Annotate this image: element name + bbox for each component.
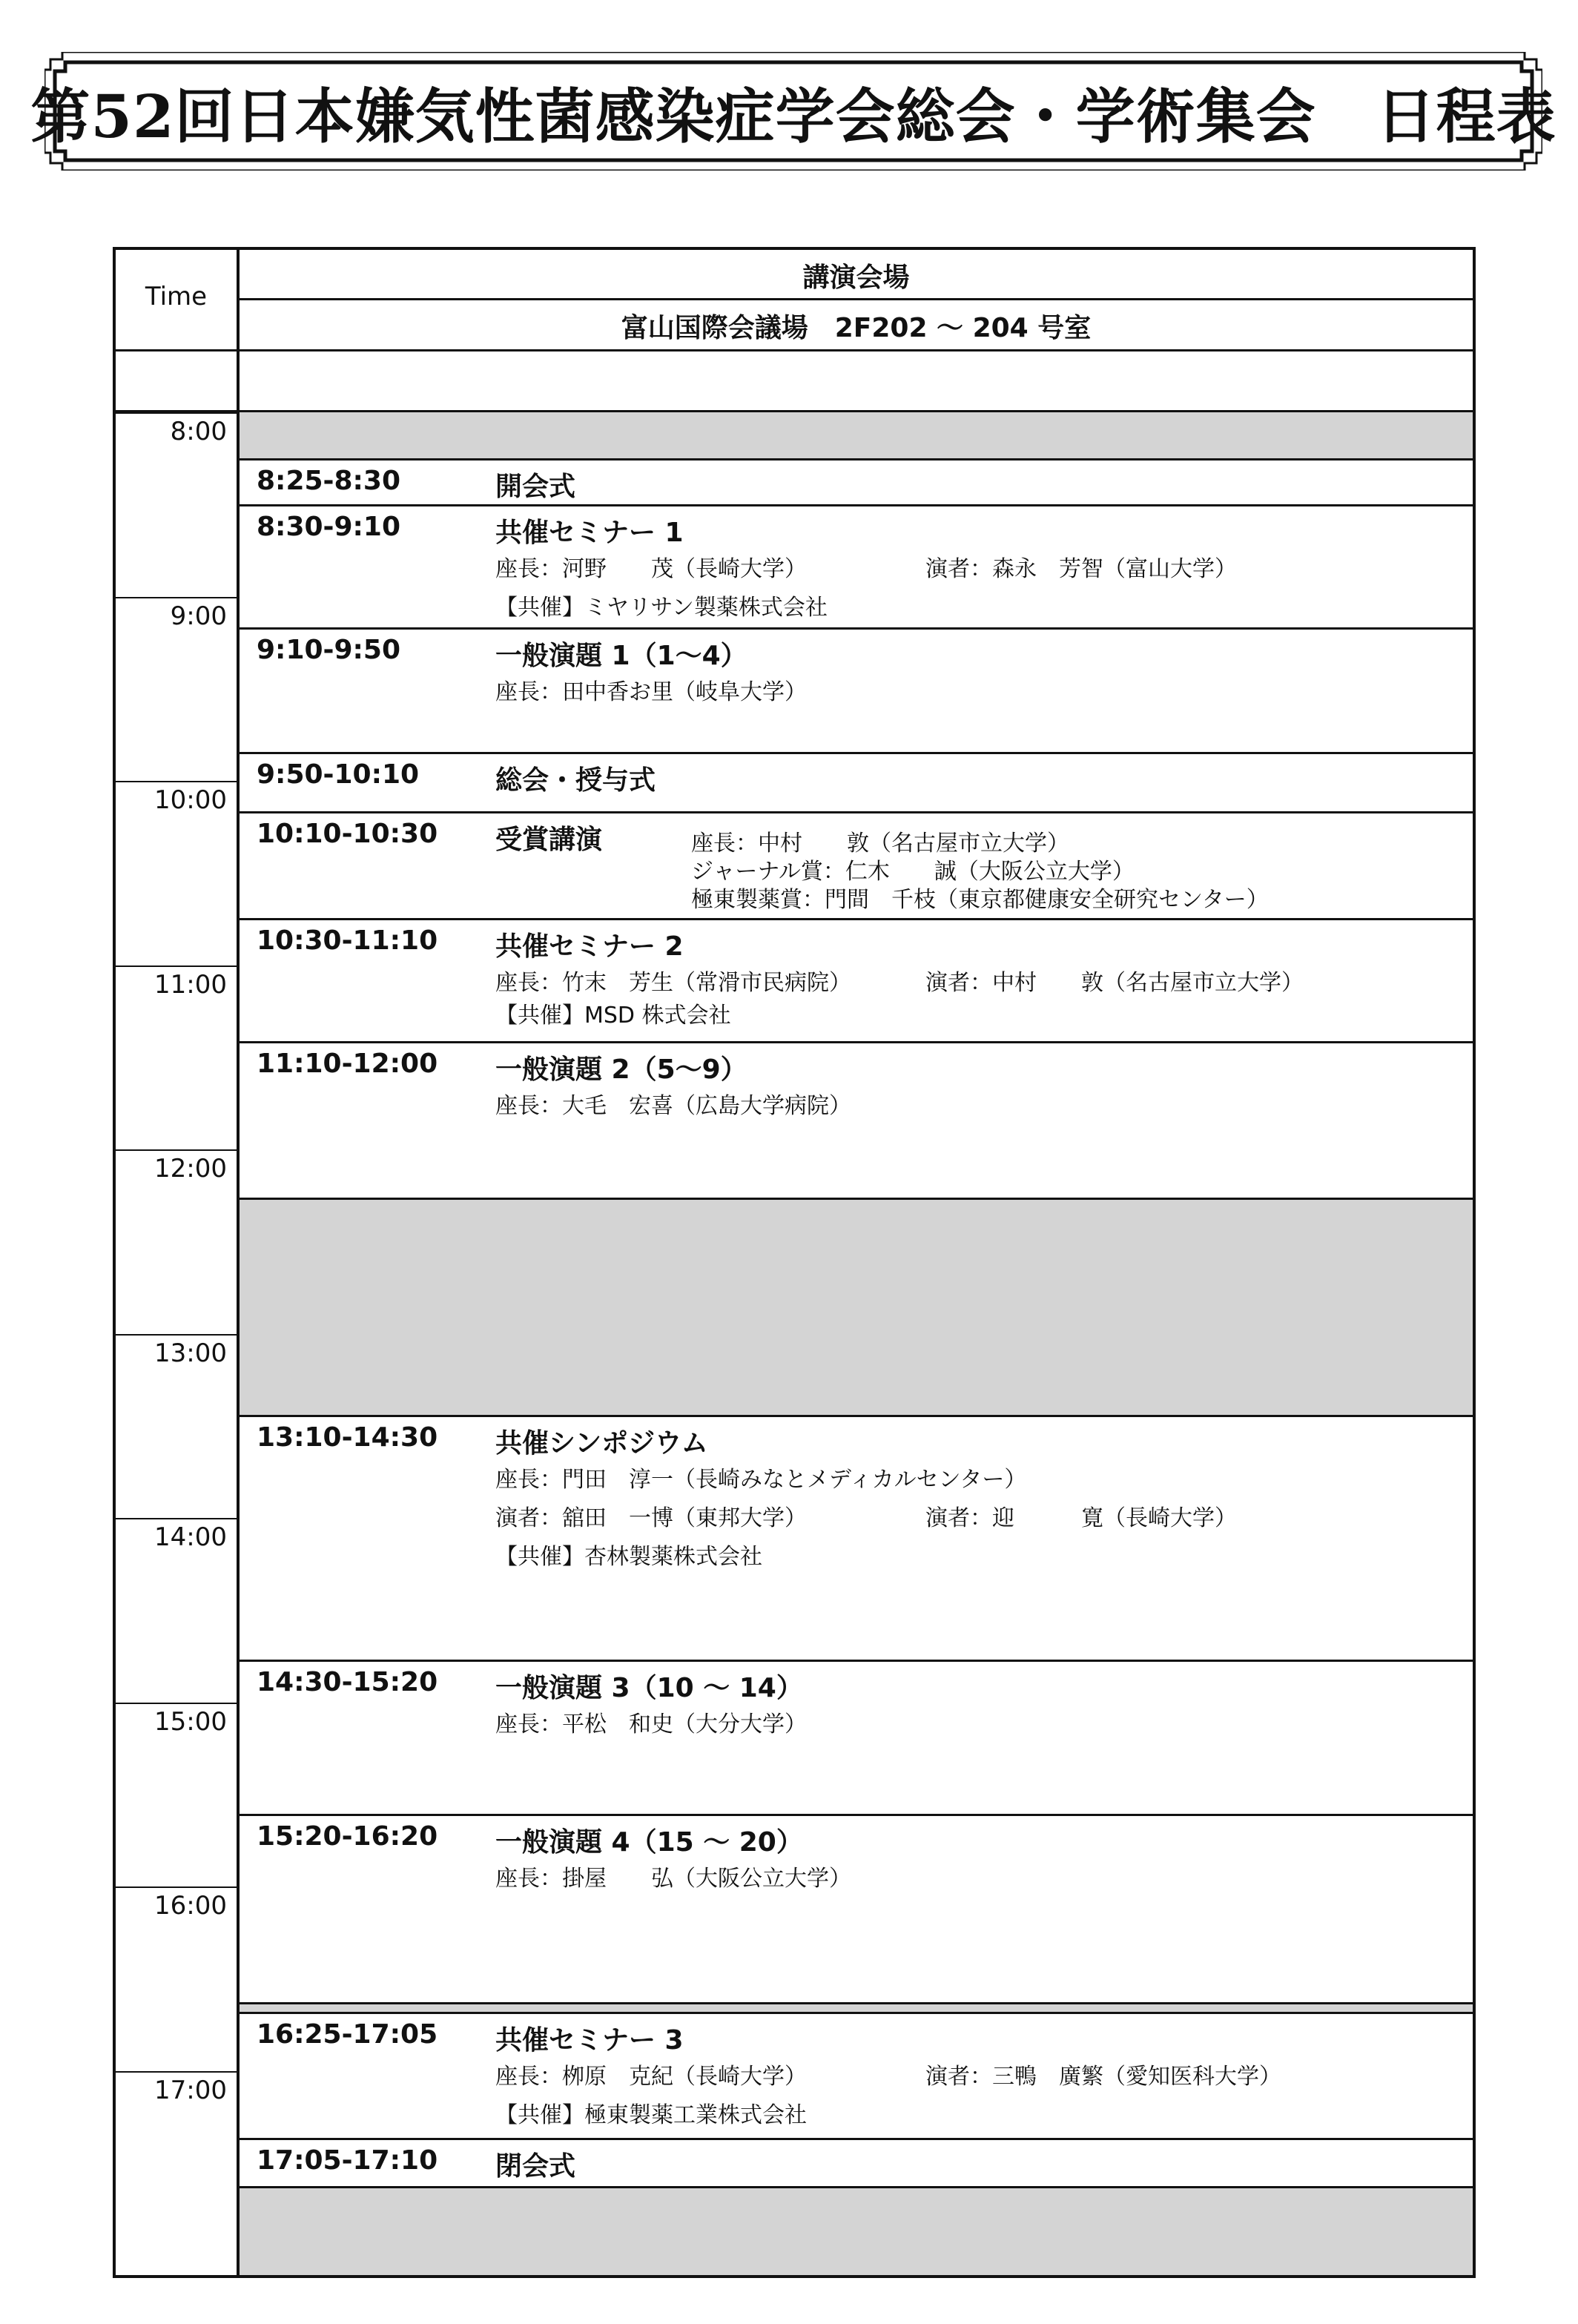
session-detail: 極東製薬賞：門間 千枝（東京都健康安全研究センター）: [691, 887, 1269, 913]
session-detail: 座長：栁原 克紀（長崎大学）: [495, 2064, 807, 2090]
session-time: 10:10-10:30: [257, 819, 438, 849]
session-time: 14:30-15:20: [257, 1667, 438, 1697]
header-divider-3: [113, 410, 1476, 412]
session-detail: 演者：森永 芳智（富山大学）: [925, 556, 1237, 582]
session-time: 16:25-17:05: [257, 2019, 438, 2050]
hour-tick-line: [113, 781, 239, 782]
session-divider: [237, 458, 1476, 460]
hour-tick-line: [113, 1334, 239, 1336]
session-title: 閉会式: [495, 2151, 576, 2182]
hour-tick-line: [113, 597, 239, 598]
hour-tick-line: [113, 412, 239, 414]
break-block-lunch: [239, 1198, 1474, 1415]
session-time: 9:50-10:10: [257, 759, 420, 790]
session-divider: [237, 1660, 1476, 1662]
hour-label: 10:00: [154, 785, 227, 815]
session-detail: 【共催】MSD 株式会社: [495, 1003, 731, 1029]
session-time: 8:30-9:10: [257, 512, 401, 542]
session-detail: 演者：中村 敦（名古屋市立大学）: [925, 970, 1304, 996]
session-title: 総会・授与式: [495, 765, 656, 796]
session-time: 15:20-16:20: [257, 1821, 438, 1852]
hour-label: 12:00: [154, 1154, 227, 1184]
page-title: 第52回日本嫌気性菌感染症学会総会・学術集会 日程表: [30, 81, 1556, 151]
hour-tick-line: [113, 2071, 239, 2073]
session-detail: 座長：門田 淳一（長崎みなとメディカルセンター）: [495, 1467, 1027, 1493]
session-title: 共催セミナー 2: [495, 931, 684, 962]
header-divider-1: [237, 298, 1476, 300]
table-border-top: [113, 247, 1476, 250]
break-block-morning: [239, 412, 1474, 458]
session-detail: 座長：掛屋 弘（大阪公立大学）: [495, 1866, 851, 1892]
session-detail: 【共催】杏林製薬株式会社: [495, 1544, 762, 1570]
hour-label: 14:00: [154, 1522, 227, 1552]
session-detail: 【共催】ミヤリサン製薬株式会社: [495, 595, 828, 621]
session-divider: [237, 627, 1476, 630]
session-title: 受賞講演: [495, 825, 603, 855]
session-time: 13:10-14:30: [257, 1422, 438, 1453]
session-divider: [237, 1415, 1476, 1417]
session-title: 一般演題 1（1～4）: [495, 641, 747, 671]
table-border-right: [1473, 247, 1476, 2278]
session-detail: 演者：舘田 一博（東邦大学）: [495, 1505, 807, 1531]
block-divider: [237, 1198, 1476, 1200]
session-title: 共催セミナー 3: [495, 2025, 684, 2056]
venue-header: 講演会場: [802, 263, 910, 293]
block-divider: [237, 2002, 1476, 2004]
session-title: 一般演題 4（15 ～ 20）: [495, 1827, 803, 1858]
session-title: 共催シンポジウム: [495, 1428, 708, 1459]
session-detail: 座長：大毛 宏喜（広島大学病院）: [495, 1093, 851, 1119]
session-divider: [237, 504, 1476, 506]
hour-label: 11:00: [154, 970, 227, 1000]
hour-label: 16:00: [154, 1891, 227, 1921]
session-time: 10:30-11:10: [257, 925, 438, 956]
time-column-divider: [237, 247, 240, 2278]
session-detail: 座長：河野 茂（長崎大学）: [495, 556, 807, 582]
hour-label: 15:00: [154, 1707, 227, 1737]
title-banner: [30, 52, 1556, 171]
session-title: 開会式: [495, 472, 576, 502]
session-divider: [237, 1814, 1476, 1816]
hour-tick-line: [113, 965, 239, 967]
hour-tick-line: [113, 1886, 239, 1888]
break-block-end: [239, 2186, 1474, 2275]
hour-label: 9:00: [170, 601, 227, 631]
hour-label: 17:00: [154, 2076, 227, 2105]
session-divider: [237, 918, 1476, 920]
session-detail: 座長：田中香お里（岐阜大学）: [495, 679, 807, 705]
session-divider: [237, 752, 1476, 754]
session-time: 17:05-17:10: [257, 2145, 438, 2176]
session-detail: 座長：中村 敦（名古屋市立大学）: [691, 831, 1069, 856]
session-divider: [237, 2138, 1476, 2140]
header-divider-2: [113, 349, 1476, 351]
session-divider: [237, 811, 1476, 813]
hour-tick-line: [113, 1703, 239, 1704]
session-detail: 演者：迎 寛（長崎大学）: [925, 1505, 1237, 1531]
hour-tick-line: [113, 1149, 239, 1151]
session-detail: 座長：竹末 芳生（常滑市民病院）: [495, 970, 851, 996]
session-time: 9:10-9:50: [257, 635, 401, 665]
session-title: 一般演題 3（10 ～ 14）: [495, 1673, 803, 1703]
session-title: 一般演題 2（5～9）: [495, 1054, 747, 1085]
block-divider: [237, 2186, 1476, 2188]
hour-label: 8:00: [170, 417, 227, 446]
session-divider: [237, 1041, 1476, 1043]
time-column-header: Time: [145, 282, 208, 311]
session-detail: 演者：三鴨 廣繁（愛知医科大学）: [925, 2064, 1281, 2090]
block-divider: [237, 2012, 1476, 2014]
room-header: 富山国際会議場 2F202 ～ 204 号室: [621, 313, 1092, 343]
session-detail: 【共催】極東製薬工業株式会社: [495, 2102, 807, 2128]
table-border-left: [113, 247, 116, 2278]
hour-tick-line: [113, 1518, 239, 1519]
session-detail: 座長：平松 和史（大分大学）: [495, 1711, 807, 1737]
session-time: 11:10-12:00: [257, 1049, 438, 1079]
hour-label: 13:00: [154, 1338, 227, 1368]
session-title: 共催セミナー 1: [495, 518, 684, 548]
session-detail: ジャーナル賞：仁木 誠（大阪公立大学）: [691, 859, 1135, 885]
table-border-bottom: [113, 2275, 1476, 2278]
session-time: 8:25-8:30: [257, 466, 401, 496]
